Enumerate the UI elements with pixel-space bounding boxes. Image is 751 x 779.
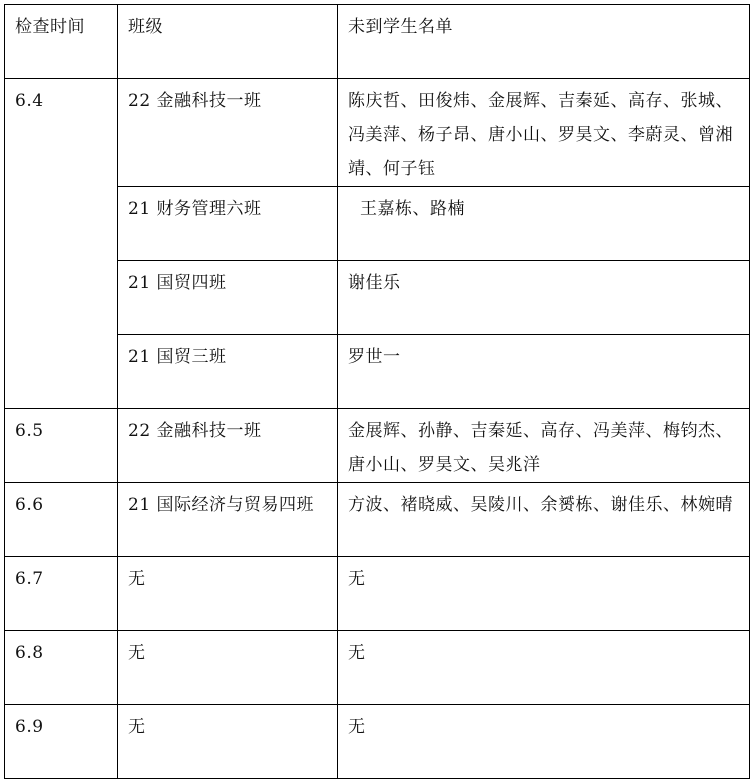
class-cell: 22 金融科技一班 (118, 79, 338, 187)
absent-names-cell: 金展辉、孙静、吉秦延、高存、冯美萍、梅钧杰、唐小山、罗昊文、吴兆洋 (338, 409, 750, 483)
absent-names-cell: 无 (338, 557, 750, 631)
class-cell: 21 国贸三班 (118, 335, 338, 409)
table-header-row (5, 5, 750, 79)
class-cell: 21 国际经济与贸易四班 (118, 483, 338, 557)
table-row (5, 483, 750, 557)
check-time-cell: 6.5 (5, 409, 118, 483)
absent-names-cell: 无 (338, 631, 750, 705)
check-time-cell: 6.6 (5, 483, 118, 557)
class-cell: 21 国贸四班 (118, 261, 338, 335)
check-time-cell: 6.9 (5, 705, 118, 779)
class-cell: 21 财务管理六班 (118, 187, 338, 261)
class-cell: 无 (118, 631, 338, 705)
absent-names-cell: 无 (338, 705, 750, 779)
header-class: 班级 (118, 5, 338, 79)
header-absent-students: 未到学生名单 (338, 5, 750, 79)
table-row (5, 631, 750, 705)
class-cell: 无 (118, 705, 338, 779)
check-time-cell: 6.8 (5, 631, 118, 705)
class-cell: 无 (118, 557, 338, 631)
header-check-time: 检查时间 (5, 5, 118, 79)
absent-names-cell: 陈庆哲、田俊炜、金展辉、吉秦延、高存、张城、冯美萍、杨子昂、唐小山、罗昊文、李蔚灵、曾湘靖、何子钰 (338, 79, 750, 187)
check-time-cell: 6.4 (5, 79, 118, 409)
absent-names-cell: 方波、褚晓威、吴陵川、余赟栋、谢佳乐、林婉晴 (338, 483, 750, 557)
table-row (5, 705, 750, 779)
class-cell: 22 金融科技一班 (118, 409, 338, 483)
table-row (5, 557, 750, 631)
table-row (5, 79, 750, 187)
table-row (5, 409, 750, 483)
check-time-cell: 6.7 (5, 557, 118, 631)
absence-table (4, 4, 750, 779)
absent-names-cell: 王嘉栋、路楠 (338, 187, 750, 261)
absent-names-cell: 谢佳乐 (338, 261, 750, 335)
absent-names-cell: 罗世一 (338, 335, 750, 409)
